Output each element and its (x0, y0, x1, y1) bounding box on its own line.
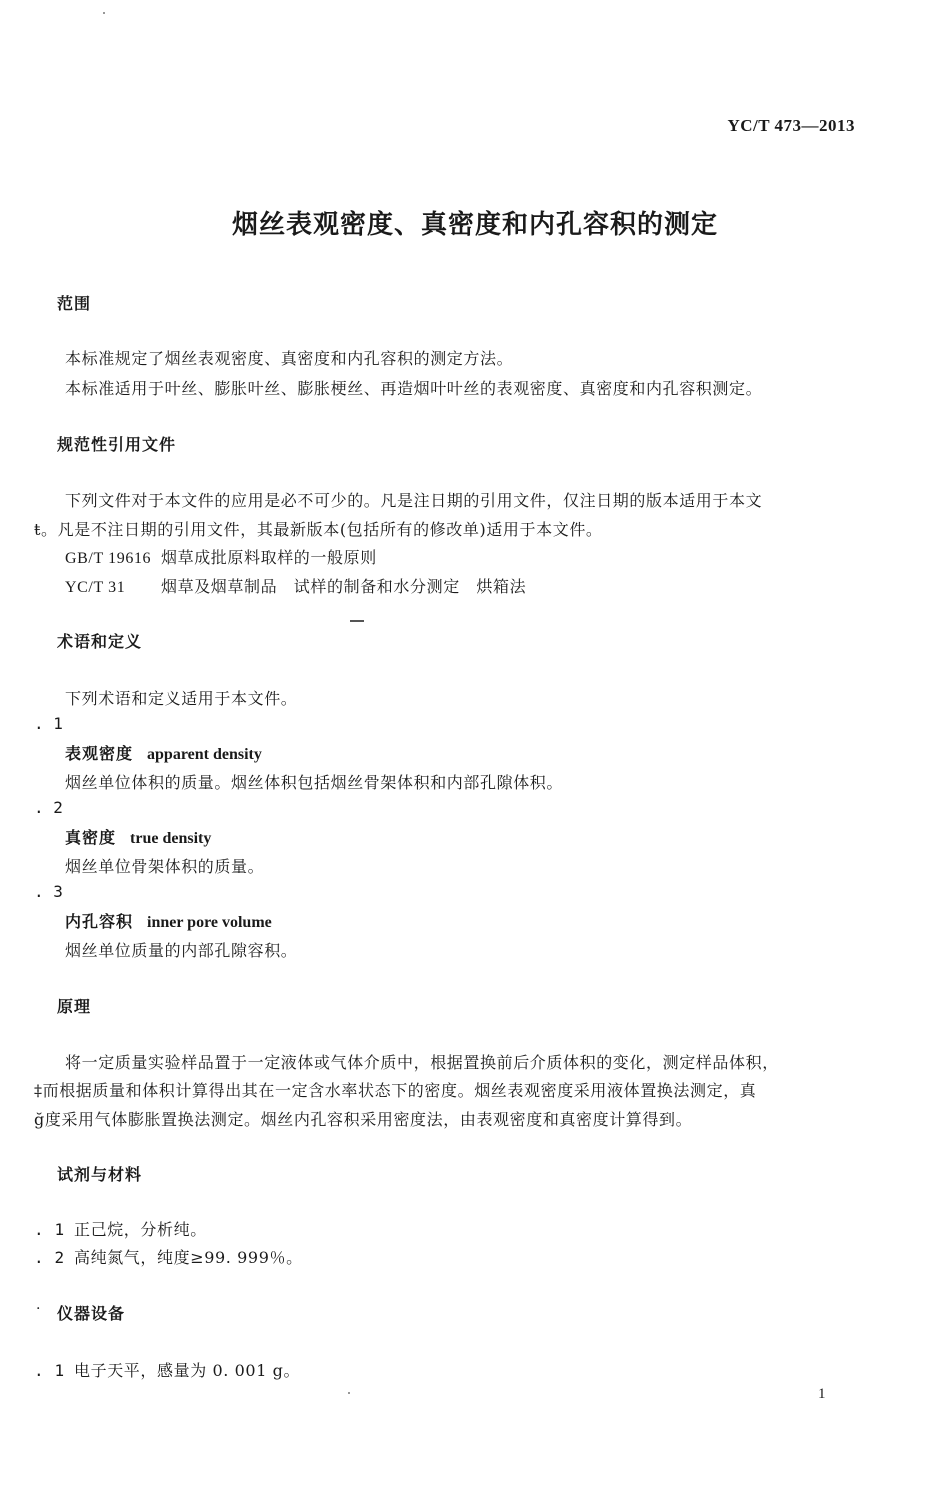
term-number: . 1 (34, 714, 63, 733)
term-definition: 烟丝单位骨架体积的质量。 (65, 857, 265, 876)
item-number: . 1 (34, 1361, 65, 1380)
page-number: 1 (818, 1386, 826, 1402)
item-number: . 2 (34, 1248, 65, 1267)
scan-artifact-dot (103, 12, 105, 14)
term-number: . 2 (34, 798, 63, 817)
reference-code: YC/T 31 (65, 579, 126, 596)
item-text: 高纯氮气，纯度≥99. 999％。 (74, 1248, 303, 1267)
normative-intro-line-1: 下列文件对于本文件的应用是必不可少的。凡是注日期的引用文件，仅注日期的版本适用于本文 (65, 491, 763, 510)
term-title (65, 909, 272, 932)
term-chinese: 表观密度 (65, 744, 134, 763)
item-text: 正己烷，分析纯。 (74, 1220, 207, 1239)
section-heading-normative-references: 规范性引用文件 (57, 435, 177, 454)
reagent-item (34, 1217, 207, 1240)
section-heading-reagents: 试剂与材料 (57, 1165, 143, 1184)
section-heading-scope: 范围 (57, 294, 92, 313)
reference-code: GB/T 19616 (65, 550, 152, 567)
scan-artifact-mark (350, 620, 364, 622)
item-number: . 1 (34, 1220, 65, 1239)
apparatus-lead-mark: . (36, 1297, 41, 1313)
standard-number: YC/T 473—2013 (727, 116, 855, 135)
section-heading-apparatus: 仪器设备 (57, 1304, 126, 1323)
term-definition: 烟丝单位质量的内部孔隙容积。 (65, 941, 298, 960)
scan-artifact-dot (348, 1392, 350, 1394)
term-chinese: 真密度 (65, 828, 117, 847)
item-text: 电子天平，感量为 0. 001 g。 (74, 1361, 301, 1380)
section-heading-principle: 原理 (57, 997, 92, 1016)
term-title (65, 741, 262, 764)
reference-title: 烟草及烟草制品 试样的制备和水分测定 烘箱法 (161, 577, 527, 596)
term-title (65, 825, 211, 848)
term-definition: 烟丝单位体积的质量。烟丝体积包括烟丝骨架体积和内部孔隙体积。 (65, 773, 564, 792)
reference-item (65, 574, 526, 597)
apparatus-item (34, 1358, 300, 1381)
reagent-item (34, 1245, 303, 1268)
term-english: inner pore volume (147, 914, 272, 931)
principle-line-2: ‡而根据质量和体积计算得出其在一定含水率状态下的密度。烟丝表观密度采用液体置换法测定，真 (34, 1081, 757, 1100)
scope-paragraph-2: 本标准适用于叶丝、膨胀叶丝、膨胀梗丝、再造烟叶叶丝的表观密度、真密度和内孔容积测定。 (65, 379, 763, 398)
reference-item (65, 545, 377, 568)
term-english: apparent density (147, 746, 262, 763)
principle-line-3: ğ度采用气体膨胀置换法测定。烟丝内孔容积采用密度法，由表观密度和真密度计算得到。 (34, 1110, 693, 1129)
term-chinese: 内孔容积 (65, 912, 134, 931)
principle-line-1: 将一定质量实验样品置于一定液体或气体介质中，根据置换前后介质体积的变化，测定样品体积， (65, 1053, 779, 1072)
term-english: true density (130, 830, 212, 847)
terms-intro: 下列术语和定义适用于本文件。 (65, 689, 298, 708)
reference-title: 烟草成批原料取样的一般原则 (161, 548, 377, 567)
scope-paragraph-1: 本标准规定了烟丝表观密度、真密度和内孔容积的测定方法。 (65, 349, 514, 368)
section-heading-terms: 术语和定义 (57, 632, 143, 651)
document-title: 烟丝表观密度、真密度和内孔容积的测定 (231, 210, 718, 240)
normative-intro-line-2: ŧ。凡是不注日期的引用文件，其最新版本(包括所有的修改单)适用于本文件。 (34, 520, 603, 539)
term-number: . 3 (34, 882, 63, 901)
